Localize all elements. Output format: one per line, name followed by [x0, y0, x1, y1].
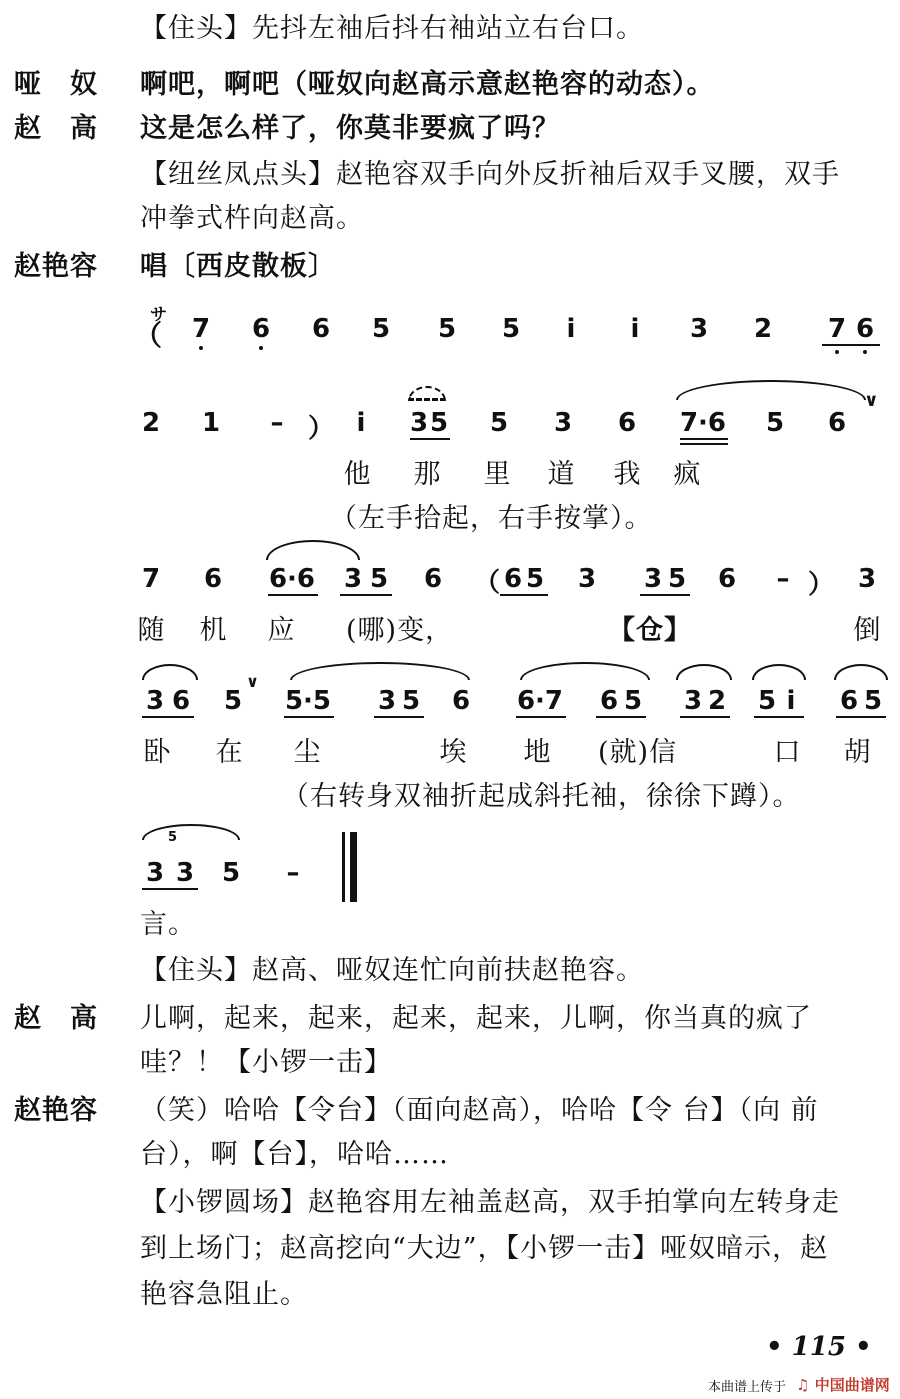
eighth-underline: [410, 438, 450, 440]
note: 6·7: [516, 686, 564, 716]
stage-direction-3: 【住头】赵高、哑奴连忙向前扶赵艳容。: [140, 955, 644, 986]
note: 6: [203, 564, 223, 594]
dialogue-zhaoyanrong-b: 台），啊【台】，哈哈……: [140, 1139, 449, 1170]
music-note-icon: ♫: [796, 1376, 810, 1394]
grace-note: 5: [168, 830, 178, 845]
eighth-underline: [340, 594, 392, 596]
eighth-underline: [142, 716, 194, 718]
note: 5: [369, 564, 389, 594]
eighth-underline: [268, 594, 318, 596]
slur: [834, 664, 888, 680]
dialogue-zhaoyanrong-a: （笑）哈哈【令台】（面向赵高），哈哈【令 台】（向 前: [140, 1095, 819, 1126]
note: 7: [191, 314, 211, 344]
lyric: 随: [137, 615, 165, 646]
lyric: 埃: [439, 737, 467, 768]
eighth-underline: [142, 888, 198, 890]
stage-direction-4c: 艳容急阻止。: [140, 1279, 308, 1310]
note: 3: [377, 686, 397, 716]
note: 7·6: [679, 408, 727, 438]
note: 6: [423, 564, 443, 594]
lyric: 口: [773, 737, 801, 768]
dialogue-yanu: 啊吧，啊吧（哑奴向赵高示意赵艳容的动态）。: [140, 69, 715, 100]
note: 3: [553, 408, 573, 438]
note: 2: [707, 686, 727, 716]
eighth-underline: [516, 716, 566, 718]
note: i: [786, 686, 796, 716]
upload-credit: 本曲谱上传于: [708, 1380, 787, 1395]
stage-direction-2a: 【纽丝凤点头】赵艳容双手向外反折袖后双手叉腰，双手: [140, 159, 840, 190]
note: 5: [525, 564, 545, 594]
stage-direction-4a: 【小锣圆场】赵艳容用左袖盖赵高，双手拍掌向左转身走: [140, 1187, 840, 1218]
free-tempo-mark: サ: [150, 305, 167, 325]
note: 6: [451, 686, 471, 716]
slur: [676, 380, 866, 400]
note: 5: [765, 408, 785, 438]
note: 7: [141, 564, 161, 594]
note: 5: [489, 408, 509, 438]
lyric: 卧: [143, 737, 171, 768]
lyric: 里: [483, 459, 511, 490]
close-paren: ）: [807, 570, 834, 600]
eighth-underline: [754, 716, 804, 718]
lyric: 应: [267, 615, 295, 646]
note: 7: [827, 314, 847, 344]
note: 5: [221, 858, 241, 888]
dialogue-zhaogao-2a: 儿啊，起来，起来，起来，起来，儿啊，你当真的疯了: [140, 1003, 812, 1034]
lyric: 胡: [843, 737, 871, 768]
note: 5: [863, 686, 883, 716]
eighth-underline: [822, 344, 880, 346]
speaker-yanu: 哑 奴: [14, 69, 98, 100]
slur: [142, 824, 240, 840]
note: 3: [175, 858, 195, 888]
note: 5: [437, 314, 457, 344]
note: 5: [223, 686, 243, 716]
eighth-underline: [640, 594, 690, 596]
note: 5·5: [284, 686, 332, 716]
eighth-underline: [284, 716, 334, 718]
note: 6: [717, 564, 737, 594]
note: 3: [577, 564, 597, 594]
note: 6·6: [268, 564, 316, 594]
note: 3: [643, 564, 663, 594]
site-name: 中国曲谱网: [814, 1376, 890, 1394]
low-octave-dot: [863, 350, 867, 354]
percussion-cue: 【仓】: [608, 615, 692, 646]
slur: [142, 664, 198, 680]
lyric: 疯: [673, 459, 701, 490]
eighth-underline: [596, 716, 646, 718]
note: 3: [683, 686, 703, 716]
low-octave-dot: [835, 350, 839, 354]
note: 6: [503, 564, 523, 594]
lyric: (就)信: [598, 737, 678, 768]
note: 5: [623, 686, 643, 716]
note: 5: [401, 686, 421, 716]
slur: [752, 664, 806, 680]
note: 2: [141, 408, 161, 438]
note: 5: [667, 564, 687, 594]
speaker-zhaogao: 赵 高: [14, 113, 98, 144]
lyric-final: 言。: [140, 909, 196, 940]
stage-direction-4b: 到上场门；赵高挖向“大边”，【小锣一击】哑奴暗示，赵: [140, 1233, 829, 1264]
note-dash: –: [270, 408, 284, 438]
note: 6: [855, 314, 875, 344]
eighth-underline: [500, 594, 548, 596]
final-barline-thick: [350, 832, 357, 902]
eighth-underline: [836, 716, 886, 718]
eighth-underline: [374, 716, 424, 718]
speaker-zhaoyanrong: 赵艳容: [14, 251, 98, 282]
site-logo: [796, 1374, 890, 1395]
open-paren: （: [134, 319, 163, 352]
lyric: 倒: [853, 615, 881, 646]
sing-instruction: 唱〔西皮散板〕: [140, 251, 336, 282]
note: 3: [145, 858, 165, 888]
lyric: 在: [215, 737, 243, 768]
note: 3: [343, 564, 363, 594]
note: 3: [689, 314, 709, 344]
note: 6: [311, 314, 331, 344]
speaker-zhaoyanrong-2: 赵艳容: [14, 1095, 98, 1126]
slur: [408, 386, 446, 401]
note: 5: [429, 408, 449, 438]
breath-mark: ∨: [246, 672, 259, 691]
eighth-underline: [680, 716, 730, 718]
note: 5: [501, 314, 521, 344]
note: 5: [757, 686, 777, 716]
lyric: 那: [413, 459, 441, 490]
note-dash: –: [776, 564, 790, 594]
note: 6: [827, 408, 847, 438]
note: 3: [857, 564, 877, 594]
note-dash: –: [286, 858, 300, 888]
note: i: [566, 314, 576, 344]
action-note-2: （右转身双袖折起成斜托袖，徐徐下蹲）。: [282, 781, 801, 812]
dialogue-zhaogao: 这是怎么样了，你莫非要疯了吗？: [140, 113, 560, 144]
note: 6: [599, 686, 619, 716]
lyric: 机: [199, 615, 227, 646]
note: 1: [201, 408, 221, 438]
note: 2: [753, 314, 773, 344]
page-number: • 115 •: [766, 1332, 872, 1362]
slur: [676, 664, 732, 680]
slur: [290, 662, 470, 680]
note: 5: [371, 314, 391, 344]
slur: [520, 662, 650, 680]
lyric: (哪)变，: [346, 615, 454, 646]
note: 3: [409, 408, 429, 438]
note: 6: [171, 686, 191, 716]
dialogue-zhaogao-2b: 哇？！【小锣一击】: [140, 1047, 392, 1078]
breath-mark: ∨: [864, 390, 879, 411]
slur: [266, 540, 360, 560]
note: i: [356, 408, 366, 438]
lyric: 我: [613, 459, 641, 490]
speaker-zhaogao-2: 赵 高: [14, 1003, 98, 1034]
open-paren: （: [473, 568, 500, 598]
lyric: 他: [343, 459, 371, 490]
low-octave-dot: [259, 346, 263, 350]
note: i: [630, 314, 640, 344]
note: 6: [251, 314, 271, 344]
stage-direction-2b: 冲拳式杵向赵高。: [140, 203, 364, 234]
lyric: 尘: [293, 737, 321, 768]
note: 6: [839, 686, 859, 716]
stage-direction-1: 【住头】先抖左袖后抖右袖站立右台口。: [140, 13, 644, 44]
eighth-underline: [680, 438, 728, 440]
final-barline-thin: [342, 832, 345, 902]
low-octave-dot: [199, 346, 203, 350]
note: 3: [145, 686, 165, 716]
action-note-1: （左手拾起，右手按掌）。: [330, 503, 653, 534]
lyric: 地: [523, 737, 551, 768]
close-paren: ）: [307, 414, 334, 444]
note: 6: [617, 408, 637, 438]
sixteenth-underline: [680, 443, 728, 445]
lyric: 道: [547, 459, 575, 490]
